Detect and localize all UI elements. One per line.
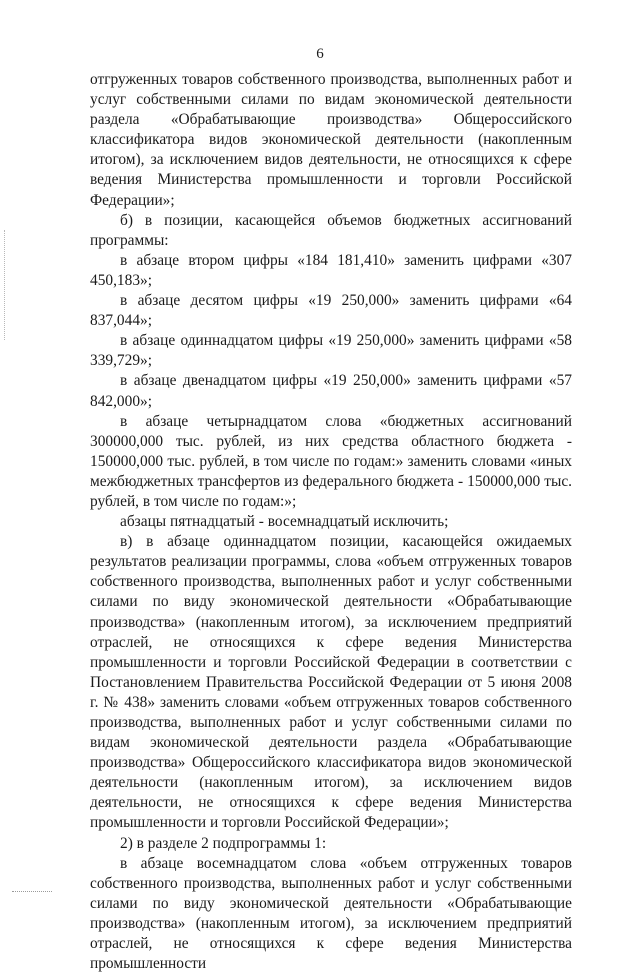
paragraph-eighteenth-abzac: в абзаце восемнадцатом слова «объем отгруженных товаров собственного производства, выполненных работ и услуг собственными силами по виду экономической деятельности «Обрабатывающие производства» (накопленным итогом), за исключением предприятий отраслей, не относящихся к сфере ведения Министерства промышленности <box>90 854 572 973</box>
footer-scan-mark <box>12 891 52 893</box>
paragraph-section-2: 2) в разделе 2 подпрограммы 1: <box>120 834 327 852</box>
margin-scan-mark <box>4 230 6 340</box>
paragraph-twelfth-abzac: в абзаце двенадцатом цифры «19 250,000» заменить цифрами «57 842,000»; <box>90 372 572 410</box>
paragraph-exclude-abzacs: абзацы пятнадцатый - восемнадцатый исключить; <box>120 513 449 531</box>
paragraph-second-abzac: в абзаце втором цифры «184 181,410» заменить цифрами «307 450,183»; <box>90 251 572 289</box>
paragraph-fourteenth-abzac: в абзаце четырнадцатом слова «бюджетных ассигнований 300000,000 тыс. рублей, из них средства областного бюджета - 150000,000 тыс. рублей, в том числе по годам:» заменить словами «иных межбюджетных трансфертов из федерального бюджета - 150000,000 тыс. рублей, в том числе по годам:»; <box>90 412 572 510</box>
paragraph-continuation: отгруженных товаров собственного производства, выполненных работ и услуг собственными силами по видам экономической деятельности раздела «Обрабатывающие производства» Общероссийского классификатора видов экономической деятельности (накопленным итогом), за исключением видов деятельности, не относящихся к сфере ведения Министерства промышленности и торговли Российской Федерации»; <box>90 71 572 209</box>
paragraph-tenth-abzac: в абзаце десятом цифры «19 250,000» заменить цифрами «64 837,044»; <box>90 292 572 330</box>
document-body <box>90 70 572 974</box>
paragraph-b-budget-position: б) в позиции, касающейся объемов бюджетных ассигнований программы: <box>90 211 572 249</box>
paragraph-v-expected-results: в) в абзаце одиннадцатом позиции, касающейся ожидаемых результатов реализации программы, слова «объем отгруженных товаров собственного производства, выполненных работ и услуг собственными силами по виду экономической деятельности «Обрабатывающие производства» (накопленным итогом), за исключением предприятий отраслей, не относящихся к сфере ведения Министерства промышленности и торговли Российской Федерации в соответствии с Постановлением Правительства Российской Федерации от 5 июня 2008 г. № 438» заменить словами «объем отгруженных товаров собственного производства, выполненных работ и услуг собственными силами по видам экономической деятельности раздела «Обрабатывающие производства» Общероссийского классификатора видов экономической деятельности (накопленным итогом), за исключением видов деятельности, не относящихся к сфере ведения Министерства промышленности и торговли Российской Федерации»; <box>90 533 572 832</box>
paragraph-eleventh-abzac: в абзаце одиннадцатом цифры «19 250,000» заменить цифрами «58 339,729»; <box>90 332 572 370</box>
page-number: 6 <box>316 46 324 62</box>
